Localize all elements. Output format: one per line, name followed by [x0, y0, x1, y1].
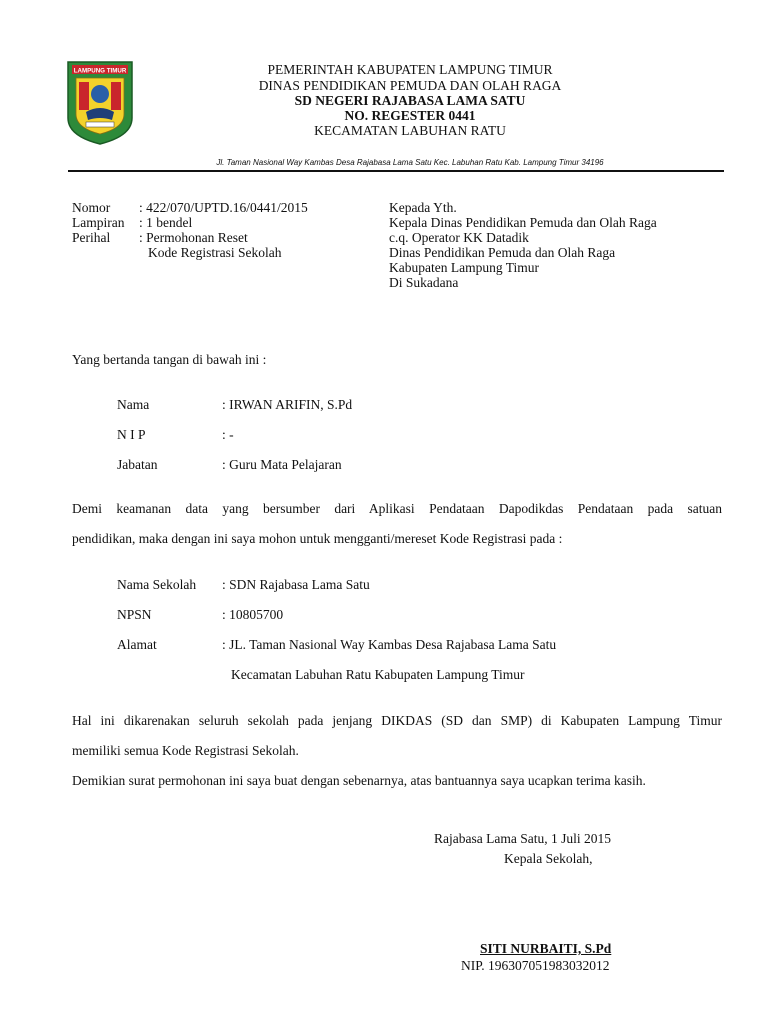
signatory-name: SITI NURBAITI, S.Pd	[480, 941, 612, 956]
reason-paragraph-line1: Hal ini dikarenakan seluruh sekolah pada jenjang DIKDAS (SD dan SMP) di Kabupaten Lampung Timur	[72, 713, 722, 728]
intro-text: Yang bertanda tangan di bawah ini :	[72, 352, 267, 367]
request-paragraph-line2: pendidikan, maka dengan ini saya mohon untuk mengganti/mereset Kode Registrasi pada :	[72, 531, 563, 546]
letterhead-school: SD NEGERI RAJABASA LAMA SATU	[294, 93, 526, 108]
signatory-nip: NIP. 196307051983032012	[461, 958, 610, 973]
lampiran-label: Lampiran	[72, 215, 125, 230]
perihal-value: : Permohonan Reset	[139, 230, 248, 245]
lampiran-value: : 1 bendel	[139, 215, 193, 230]
npsn-value: : 10805700	[222, 607, 284, 622]
letterhead-address: Jl. Taman Nasional Way Kambas Desa Rajabasa Lama Satu Kec. Labuhan Ratu Kab. Lampung Timur 34196	[216, 158, 604, 167]
closing-paragraph: Demikian surat permohonan ini saya buat dengan sebenarnya, atas bantuannya saya ucapkan terima kasih.	[72, 773, 646, 788]
perihal-value-continued: Kode Registrasi Sekolah	[148, 245, 282, 260]
sekolah-label: Nama Sekolah	[117, 577, 197, 592]
alamat-value: : JL. Taman Nasional Way Kambas Desa Rajabasa Lama Satu	[222, 637, 557, 652]
letterhead-divider	[68, 170, 724, 172]
reason-paragraph-line2: memiliki semua Kode Registrasi Sekolah.	[72, 743, 299, 758]
emblem-banner-text: LAMPUNG TIMUR	[73, 67, 127, 75]
recipient-greeting: Kepada Yth.	[389, 200, 457, 215]
recipient-location: Di Sukadana	[389, 275, 459, 290]
letterhead-register: NO. REGESTER 0441	[344, 108, 476, 123]
nip-label: N I P	[117, 427, 146, 442]
sekolah-value: : SDN Rajabasa Lama Satu	[222, 577, 370, 592]
alamat-label: Alamat	[117, 637, 157, 652]
nama-label: Nama	[117, 397, 150, 412]
recipient-line: Kabupaten Lampung Timur	[389, 260, 539, 275]
recipient-line: c.q. Operator KK Datadik	[389, 230, 529, 245]
request-paragraph-line1: Demi keamanan data yang bersumber dari Aplikasi Pendataan Dapodikdas Pendataan pada satuan	[72, 501, 722, 516]
signatory-title: Kepala Sekolah,	[504, 851, 593, 866]
lampung-timur-emblem	[66, 60, 134, 146]
alamat-value-continued: Kecamatan Labuhan Ratu Kabupaten Lampung Timur	[231, 667, 525, 682]
perihal-label: Perihal	[72, 230, 111, 245]
jabatan-value: : Guru Mata Pelajaran	[222, 457, 342, 472]
place-date: Rajabasa Lama Satu, 1 Juli 2015	[434, 831, 611, 846]
nama-value: : IRWAN ARIFIN, S.Pd	[222, 397, 353, 412]
nomor-value: : 422/070/UPTD.16/0441/2015	[139, 200, 308, 215]
jabatan-label: Jabatan	[117, 457, 158, 472]
recipient-line: Kepala Dinas Pendidikan Pemuda dan Olah Raga	[389, 215, 657, 230]
recipient-line: Dinas Pendidikan Pemuda dan Olah Raga	[389, 245, 616, 260]
letterhead-agency: DINAS PENDIDIKAN PEMUDA DAN OLAH RAGA	[258, 78, 562, 93]
npsn-label: NPSN	[117, 607, 152, 622]
letterhead-government: PEMERINTAH KABUPATEN LAMPUNG TIMUR	[267, 62, 553, 77]
letterhead-district: KECAMATAN LABUHAN RATU	[314, 123, 506, 138]
nip-value: : -	[222, 427, 234, 442]
nomor-label: Nomor	[72, 200, 111, 215]
